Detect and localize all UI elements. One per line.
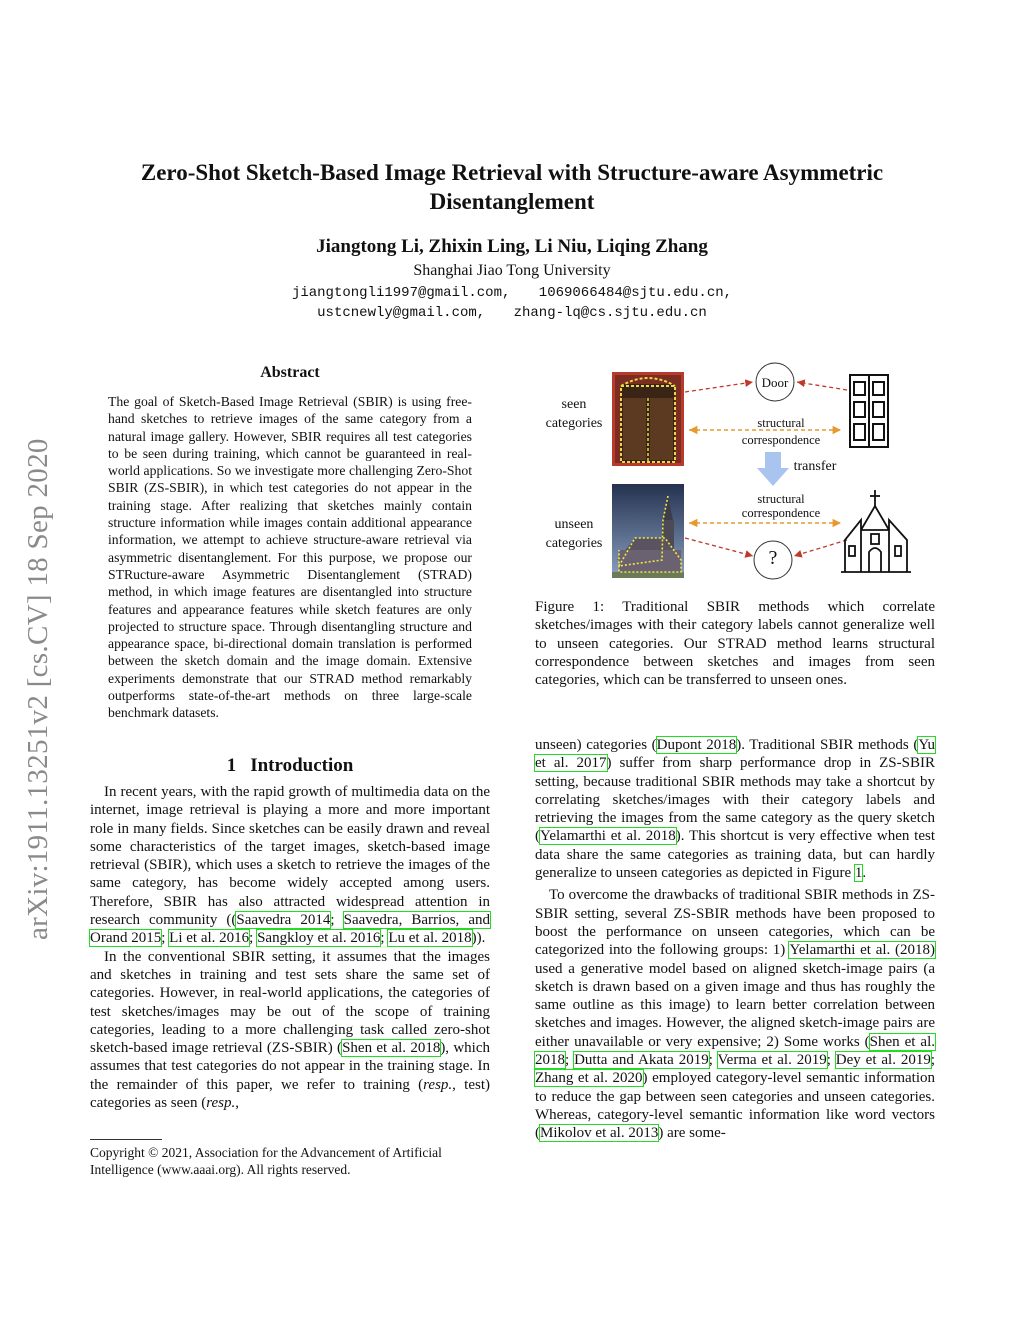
citation-link[interactable]: Dey et al. 2019 [835,1052,931,1069]
citation-link[interactable]: Saavedra, Barrios, and Orand 2015 [90,912,490,947]
left-column [90,783,490,1112]
door-node-label: Door [761,375,789,390]
email-4[interactable]: zhang-lq@cs.sjtu.edu.cn [513,305,707,321]
figure-ref-link[interactable]: 1 [854,865,863,882]
door-sketch [850,375,888,447]
citation-link[interactable]: Li et al. 2016 [169,930,250,947]
door-photo [612,372,684,466]
citation-link[interactable]: Sangkloy et al. 2016 [257,930,381,947]
structural-correspondence-label-bottom: structural correspondence [741,492,821,520]
paper-title: Zero-Shot Sketch-Based Image Retrieval with Structure-aware Asymmetric Disentanglement [140,160,884,214]
citation-link[interactable]: Shen et al. 2018 [535,1033,935,1069]
section-heading-introduction [90,755,490,777]
intro-paragraph-1: In recent years, with the rapid growth of multimedia data on the internet, image retrieval is playing a more and more important role in many fields. Since sketches can be easily drawn and reveal some characteristics of the target images, sketch-based image retrieval (SBIR), which uses a sketch to retrieve the images of the same category, has become widely accepted among users. Therefore, SBIR has also attracted widespread attention in research community ((Saavedra 2014; Saavedra, Barrios, and Orand 2015; Li et al. 2016; Sangkloy et al. 2016; Lu et al. 2018)). [90,784,490,947]
citation-link[interactable]: Yu et al. 2017 [535,737,936,772]
citation-link[interactable]: Dupont 2018 [656,737,737,753]
affiliation: Shanghai Jiao Tong University [413,262,611,279]
structural-correspondence-label-top: structural correspondence [741,416,821,447]
figure-1-caption: Figure 1: Traditional SBIR methods which correlate sketches/images with their category labels cannot generalize well to unseen categories. Our STRAD method learns structural correspondence between sketches and images from seen categories, which can be transferred to unseen ones. [535,599,935,689]
citation-link[interactable]: Saavedra 2014 [236,912,331,929]
right-column [535,736,935,1143]
author-emails [100,283,924,323]
abstract-heading: Abstract [260,364,320,381]
citation-link[interactable]: Mikolov et al. 2013 [540,1125,659,1142]
citation-link[interactable]: Zhang et al. 2020 [535,1070,643,1087]
abstract-text: The goal of Sketch-Based Image Retrieval (SBIR) is using free-hand sketches to retrieve images of the same category from a natural image gallery. However, SBIR requires all test categories to be seen during training, which cannot be guaranteed in real-world applications. So we investigate more challenging Zero-Shot SBIR (ZS-SBIR), in which test categories do not appear in the training stage. After realizing that sketches mainly contain structure information while images contain additional appearance information, we attempt to achieve structure-aware retrieval via asymmetric disentanglement. For this purpose, we propose our STRucture-aware Asymmetric Disentanglement (STRAD) method, in which image features are disentangled into structure features and appearance features while sketch features are only projected to structure space. Through disentangling structure and appearance space, bi-directional domain translation is performed between the sketch domain and the image domain. Extensive experiments demonstrate that our STRAD method remarkably outperforms state-of-the-art methods on three large-scale benchmark datasets. [108,394,472,721]
email-1[interactable]: jiangtongli1997@gmail.com, [291,285,511,301]
unknown-node-label: ? [768,547,778,569]
church-photo [612,484,684,578]
paper-authors: Jiangtong Li, Zhixin Ling, Li Niu, Liqing Zhang [316,236,708,257]
seen-categories-label: seen categories [545,397,603,431]
citation-link[interactable]: Yelamarthi et al. 2018 [540,828,676,845]
figure-1 [535,360,935,590]
transfer-label: transfer [793,459,837,474]
church-sketch [841,490,911,572]
citation-link[interactable]: Dutta and Akata 2019 [574,1052,709,1069]
intro-paragraph-3: unseen) categories (Dupont 2018). Traditional SBIR methods (Yu et al. 2017) suffer from sharp performance drop in ZS-SBIR setting, because traditional SBIR methods may take a shortcut by correlating sketches/images with their category labels and retrieving the images from the same category as the query sketch (Yelamarthi et al. 2018). This shortcut is very effective when test data share the same categories as training data, but can hardly generalize to unseen categories as depicted in Figure 1. [535,737,936,882]
citation-link[interactable]: Yelamarthi et al. (2018) [789,942,935,959]
copyright-footnote: Copyright © 2021, Association for the Advancement of Artificial Intelligence (www.aaai.org). All rights reserved. [90,1145,442,1177]
citation-link[interactable]: Lu et al. 2018 [388,930,472,947]
footnote-rule [90,1139,162,1140]
intro-paragraph-2: In the conventional SBIR setting, it assumes that the images and sketches in training and test sets share the same set of categories. However, in real-world applications, the categories of test sketches/images may be out of the scope of training categories, leading to a more challenging task called zero-shot sketch-based image retrieval (ZS-SBIR) (Shen et al. 2018), which assumes that test categories do not appear in the training stage. In the remainder of this paper, we refer to training (resp., test) categories as seen (resp., [90,948,490,1112]
unseen-categories-label: unseen categories [545,517,603,551]
section-number: 1 [226,755,237,776]
arxiv-stamp: arXiv:1911.13251v2 [cs.CV] 18 Sep 2020 [22,438,54,940]
email-2[interactable]: 1069066484@sjtu.edu.cn, [538,285,733,301]
citation-link[interactable]: Verma et al. 2019 [717,1052,827,1069]
transfer-arrow [757,452,789,486]
email-3[interactable]: ustcnewly@gmail.com, [317,305,486,321]
section-title: Introduction [250,755,354,776]
citation-link[interactable]: Shen et al. 2018 [342,1040,441,1057]
intro-paragraph-4: To overcome the drawbacks of traditional SBIR methods in ZS-SBIR setting, several ZS-SBIR methods have been proposed to boost the performance on unseen categories, which can be categorized into the following groups: 1) Yelamarthi et al. (2018) used a generative model based on aligned sketch-image pairs (a sketch is drawn based on a given image and thus has roughly the same outline as this image) to learn better correlation between sketches and images. However, the aligned sketch-image pairs are either unavailable or very expensive; 2) Some works (Shen et al. 2018; Dutta and Akata 2019; Verma et al. 2019; Dey et al. 2019; Zhang et al. 2020) employed category-level semantic information to reduce the gap between seen categories and unseen categories. Whereas, category-level semantic information like word vectors (Mikolov et al. 2013) are some- [535,887,936,1142]
